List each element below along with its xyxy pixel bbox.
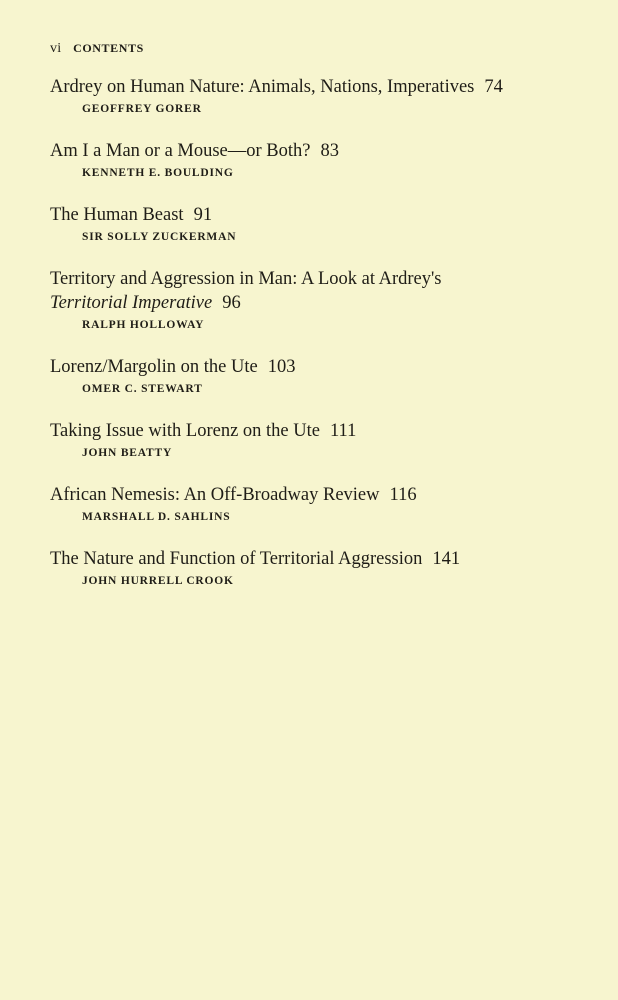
entry-page-number: 83 bbox=[320, 141, 339, 161]
toc-entry bbox=[50, 355, 590, 397]
entry-title-italic: Territorial Imperative bbox=[50, 293, 213, 313]
entry-title: Taking Issue with Lorenz on the Ute 111 bbox=[50, 421, 357, 441]
entry-page-number: 91 bbox=[193, 205, 213, 225]
toc-entry bbox=[50, 203, 590, 245]
toc-entry bbox=[50, 267, 590, 333]
toc-entry bbox=[50, 139, 590, 181]
entry-page-number: 74 bbox=[484, 77, 503, 97]
running-head: CONTENTS bbox=[73, 41, 144, 55]
entry-author: GEOFFREY GORER bbox=[82, 103, 202, 115]
entry-author: KENNETH E. BOULDING bbox=[82, 167, 234, 179]
entry-page-number: 141 bbox=[432, 549, 461, 569]
entry-author: OMER C. STEWART bbox=[82, 383, 203, 395]
toc-entry bbox=[50, 483, 590, 525]
entry-title: The Nature and Function of Territorial Aggression 141 bbox=[50, 549, 461, 569]
entry-page-number: 103 bbox=[267, 357, 296, 377]
entry-author: JOHN HURRELL CROOK bbox=[82, 575, 234, 587]
entry-title-continued bbox=[50, 291, 590, 315]
entry-title: Lorenz/Margolin on the Ute 103 bbox=[50, 357, 296, 377]
entry-title: The Human Beast 91 bbox=[50, 205, 213, 225]
page-number: vi bbox=[50, 41, 62, 56]
toc-entry bbox=[50, 547, 590, 589]
toc-entry bbox=[50, 75, 590, 117]
entry-author: SIR SOLLY ZUCKERMAN bbox=[82, 231, 237, 243]
entry-title: African Nemesis: An Off-Broadway Review 116 bbox=[50, 485, 417, 505]
entry-author: JOHN BEATTY bbox=[82, 447, 173, 459]
entry-page-number: 111 bbox=[329, 421, 357, 441]
entry-title: Am I a Man or a Mouse—or Both? 83 bbox=[50, 141, 339, 161]
entry-page-number: 116 bbox=[389, 485, 417, 505]
entry-title: Ardrey on Human Nature: Animals, Nations, Imperatives 74 bbox=[50, 77, 503, 97]
page-header bbox=[50, 40, 144, 57]
entry-page-number: 96 bbox=[222, 293, 241, 313]
entry-author: MARSHALL D. SAHLINS bbox=[82, 511, 231, 523]
entry-author: RALPH HOLLOWAY bbox=[82, 319, 205, 331]
entry-title: Territory and Aggression in Man: A Look at Ardrey's bbox=[50, 269, 442, 289]
toc-entry bbox=[50, 419, 590, 461]
